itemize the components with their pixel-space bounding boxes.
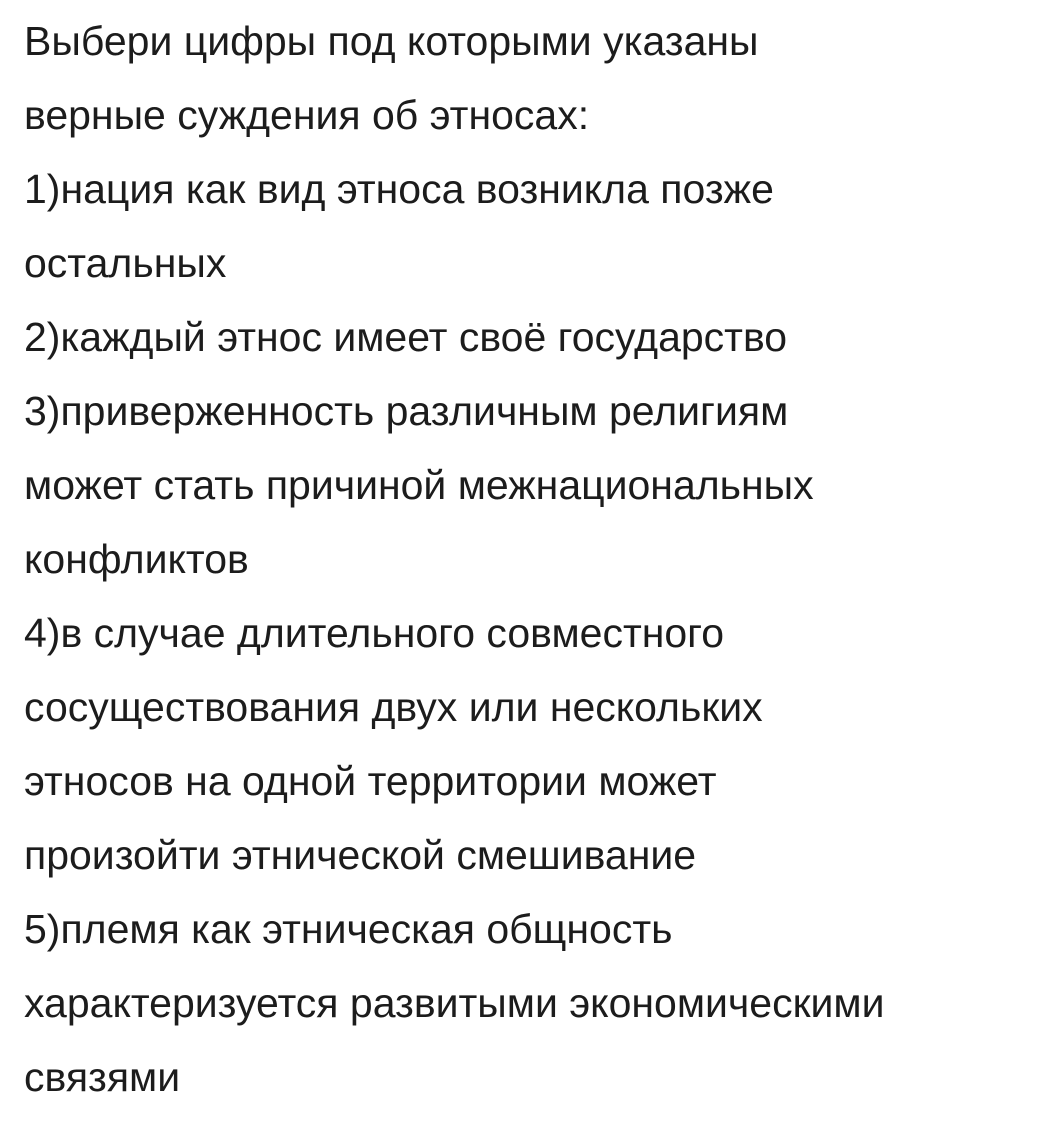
statement-4-line-4: произойти этнической смешивание xyxy=(24,832,697,878)
statement-1-line-2: остальных xyxy=(24,240,227,286)
statement-2-line-1: 2)каждый этнос имеет своё государство xyxy=(24,314,788,360)
statement-4-line-3: этносов на одной территории может xyxy=(24,758,717,804)
question-prompt-line-1: Выбери цифры под которыми указаны xyxy=(24,18,759,64)
statement-5-line-3: связями xyxy=(24,1054,181,1100)
statement-5-line-1: 5)племя как этническая общность xyxy=(24,906,673,952)
statement-4-line-1: 4)в случае длительного совместного xyxy=(24,610,725,656)
statement-3-line-1: 3)приверженность различным религиям xyxy=(24,388,789,434)
statement-3-line-3: конфликтов xyxy=(24,536,249,582)
statement-3-line-2: может стать причиной межнациональных xyxy=(24,462,814,508)
statement-5-line-2: характеризуется развитыми экономическими xyxy=(24,980,885,1026)
question-prompt-line-2: верные суждения об этносах: xyxy=(24,92,590,138)
statement-1-line-1: 1)нация как вид этноса возникла позже xyxy=(24,166,774,212)
statement-4-line-2: сосуществования двух или нескольких xyxy=(24,684,763,730)
